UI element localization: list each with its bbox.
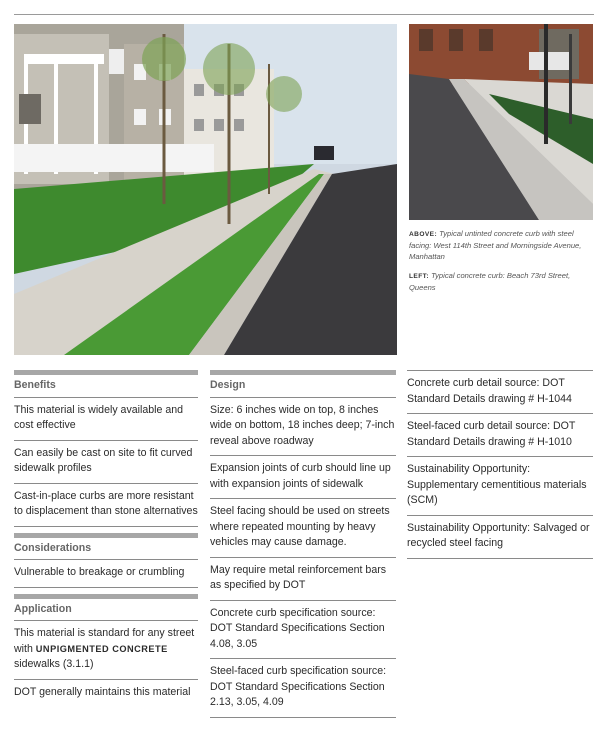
design-column: [210, 370, 396, 718]
design-item: Steel-faced curb specification source: DOT Standard Specifications Section 2.13, 3.05, 4.09: [210, 659, 396, 718]
benefits-heading: Benefits: [14, 370, 198, 398]
top-rule: [14, 14, 594, 15]
application-text-end: sidewalks (3.1.1): [14, 658, 94, 670]
design-item: Steel facing should be used on streets where repeated mounting by heavy vehicles may cause damage.: [210, 499, 396, 558]
sustainability-item: Sustainability Opportunity: Supplementary cementitious materials (SCM): [407, 457, 593, 516]
caption-left-label: LEFT:: [409, 273, 429, 280]
photo-captions: [409, 228, 593, 301]
benefit-item: Cast-in-place curbs are more resistant to displacement than stone alternatives: [14, 484, 198, 527]
unpigmented-concrete-link-text: UNPIGMENTED CONCRETE: [35, 643, 168, 654]
sustainability-item: Sustainability Opportunity: Salvaged or recycled steel facing: [407, 516, 593, 559]
design-item: Expansion joints of curb should line up with expansion joints of sidewalk: [210, 456, 396, 499]
source-item: Steel-faced curb detail source: DOT Standard Details drawing # H-1010: [407, 414, 593, 457]
design-item: Size: 6 inches wide on top, 8 inches wide on bottom, 18 inches deep; 7-inch reveal above roadway: [210, 398, 396, 457]
application-heading: Application: [14, 594, 198, 622]
caption-above-text: Typical untinted concrete curb with steel facing: West 114th Street and Morningside Avenue, Manhattan: [409, 229, 582, 261]
caption-above: [409, 228, 593, 262]
considerations-heading: Considerations: [14, 533, 198, 561]
source-item: Concrete curb detail source: DOT Standard Details drawing # H-1044: [407, 370, 593, 414]
sources-column: [407, 370, 593, 559]
curb-photo-beach-73rd: [14, 24, 397, 355]
application-item: [14, 621, 198, 680]
application-text: This material is standard for any street with: [14, 627, 195, 655]
design-item: May require metal reinforcement bars as specified by DOT: [210, 558, 396, 601]
caption-left-text: Typical concrete curb: Beach 73rd Street, Queens: [409, 271, 571, 292]
design-item: Concrete curb specification source: DOT Standard Specifications Section 4.08, 3.05: [210, 601, 396, 660]
caption-left: [409, 270, 593, 293]
benefit-item: This material is widely available and cost effective: [14, 398, 198, 441]
application-item: DOT generally maintains this material: [14, 685, 191, 698]
benefit-item: Can easily be cast on site to fit curved sidewalk profiles: [14, 441, 198, 484]
caption-above-label: ABOVE:: [409, 231, 438, 238]
design-heading: Design: [210, 370, 396, 398]
curb-photo-west-114th: [409, 24, 593, 220]
benefits-column: [14, 370, 198, 706]
consideration-item: Vulnerable to breakage or crumbling: [14, 560, 198, 588]
